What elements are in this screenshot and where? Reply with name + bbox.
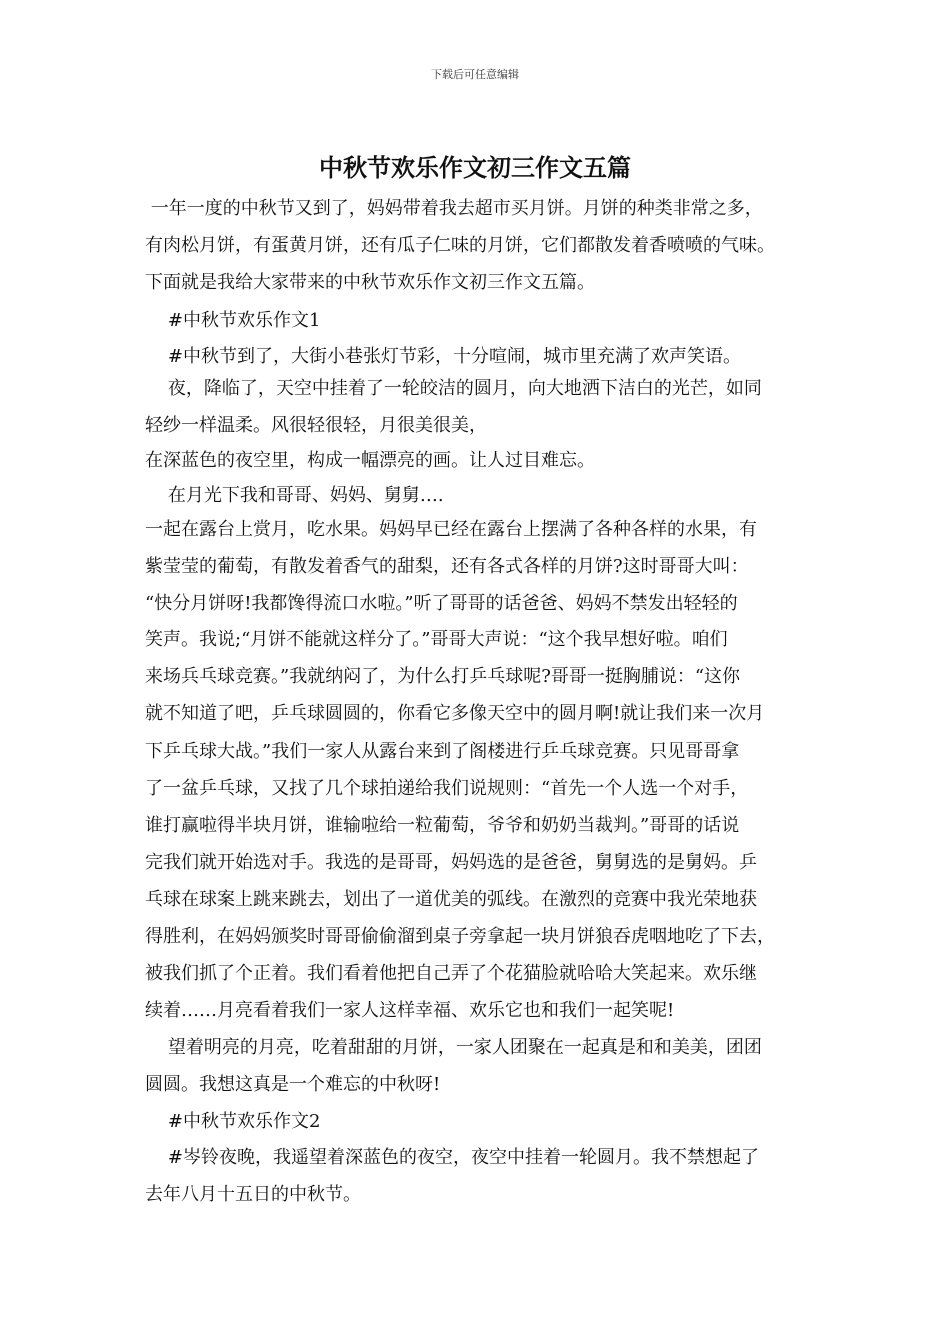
body-line: 圆圆。我想这真是一个难忘的中秋呀! — [145, 1074, 441, 1095]
body-line: 紫莹莹的葡萄，有散发着香气的甜梨，还有各式各样的月饼?这时哥哥大叫： — [145, 556, 749, 577]
header-note: 下载后可任意编辑 — [431, 68, 519, 81]
body-line: 有肉松月饼，有蛋黄月饼，还有瓜子仁味的月饼，它们都散发着香喷喷的气味。 — [145, 235, 775, 256]
body-line: 续着……月亮看着我们一家人这样幸福、欢乐它也和我们一起笑呢! — [145, 1000, 675, 1021]
body-line: 望着明亮的月亮，吃着甜甜的月饼，一家人团聚在一起真是和和美美，团团 — [145, 1037, 762, 1058]
body-line: 笑声。我说;“月饼不能就这样分了。”哥哥大声说：“这个我早想好啦。咱们 — [145, 629, 728, 650]
body-line: 夜，降临了，天空中挂着了一轮皎洁的圆月，向大地洒下洁白的光芒，如同 — [145, 378, 762, 399]
body-line: 在深蓝色的夜空里，构成一幅漂亮的画。让人过目难忘。 — [145, 450, 595, 471]
body-line: 一起在露台上赏月，吃水果。妈妈早已经在露台上摆满了各种各样的水果，有 — [145, 519, 757, 540]
body-line: 下面就是我给大家带来的中秋节欢乐作文初三作文五篇。 — [145, 272, 595, 293]
body-line: 了一盆乒乓球，又找了几个球拍递给我们说规则：“首先一个人选一个对手， — [145, 778, 749, 799]
body-line: 一年一度的中秋节又到了，妈妈带着我去超市买月饼。月饼的种类非常之多， — [145, 198, 763, 219]
body-line: “快分月饼呀!我都馋得流口水啦。”听了哥哥的话爸爸、妈妈不禁发出轻轻的 — [145, 593, 738, 614]
body-line: 完我们就开始选对手。我选的是哥哥，妈妈选的是爸爸，舅舅选的是舅妈。乒 — [145, 852, 757, 873]
body-line: #中秋节到了，大街小巷张灯节彩，十分喧闹，城市里充满了欢声笑语。 — [145, 346, 741, 367]
body-line: 谁打赢啦得半块月饼，谁输啦给一粒葡萄，爷爷和奶奶当裁判。”哥哥的话说 — [145, 815, 740, 836]
body-line: 乓球在球案上跳来跳去，划出了一道优美的弧线。在激烈的竞赛中我光荣地获 — [145, 889, 757, 910]
document-title: 中秋节欢乐作文初三作文五篇 — [319, 153, 631, 182]
body-line: 被我们抓了个正着。我们看着他把自己弄了个花猫脸就哈哈大笑起来。欢乐继 — [145, 963, 757, 984]
body-line: 就不知道了吧，乒乓球圆圆的，你看它多像天空中的圆月啊!就让我们来一次月 — [145, 703, 765, 724]
body-line: 下乒乓球大战。”我们一家人从露台来到了阁楼进行乒乓球竞赛。只见哥哥拿 — [145, 741, 740, 762]
body-line: 轻纱一样温柔。风很轻很轻，月很美很美， — [145, 415, 487, 436]
body-line: 得胜利，在妈妈颁奖时哥哥偷偷溜到桌子旁拿起一块月饼狼吞虎咽地吃了下去， — [145, 926, 775, 947]
section-heading: #中秋节欢乐作文1 — [145, 310, 321, 331]
body-line: 来场兵乓球竞赛。”我就纳闷了，为什么打乒乓球呢?哥哥一挺胸脯说：“这你 — [145, 666, 741, 687]
body-line: 在月光下我和哥哥、妈妈、舅舅…. — [145, 485, 444, 506]
section-heading: #中秋节欢乐作文2 — [145, 1111, 321, 1132]
body-line: 去年八月十五日的中秋节。 — [145, 1184, 361, 1205]
body-line: #岑铃夜晚，我遥望着深蓝色的夜空，夜空中挂着一轮圆月。我不禁想起了 — [145, 1147, 759, 1168]
